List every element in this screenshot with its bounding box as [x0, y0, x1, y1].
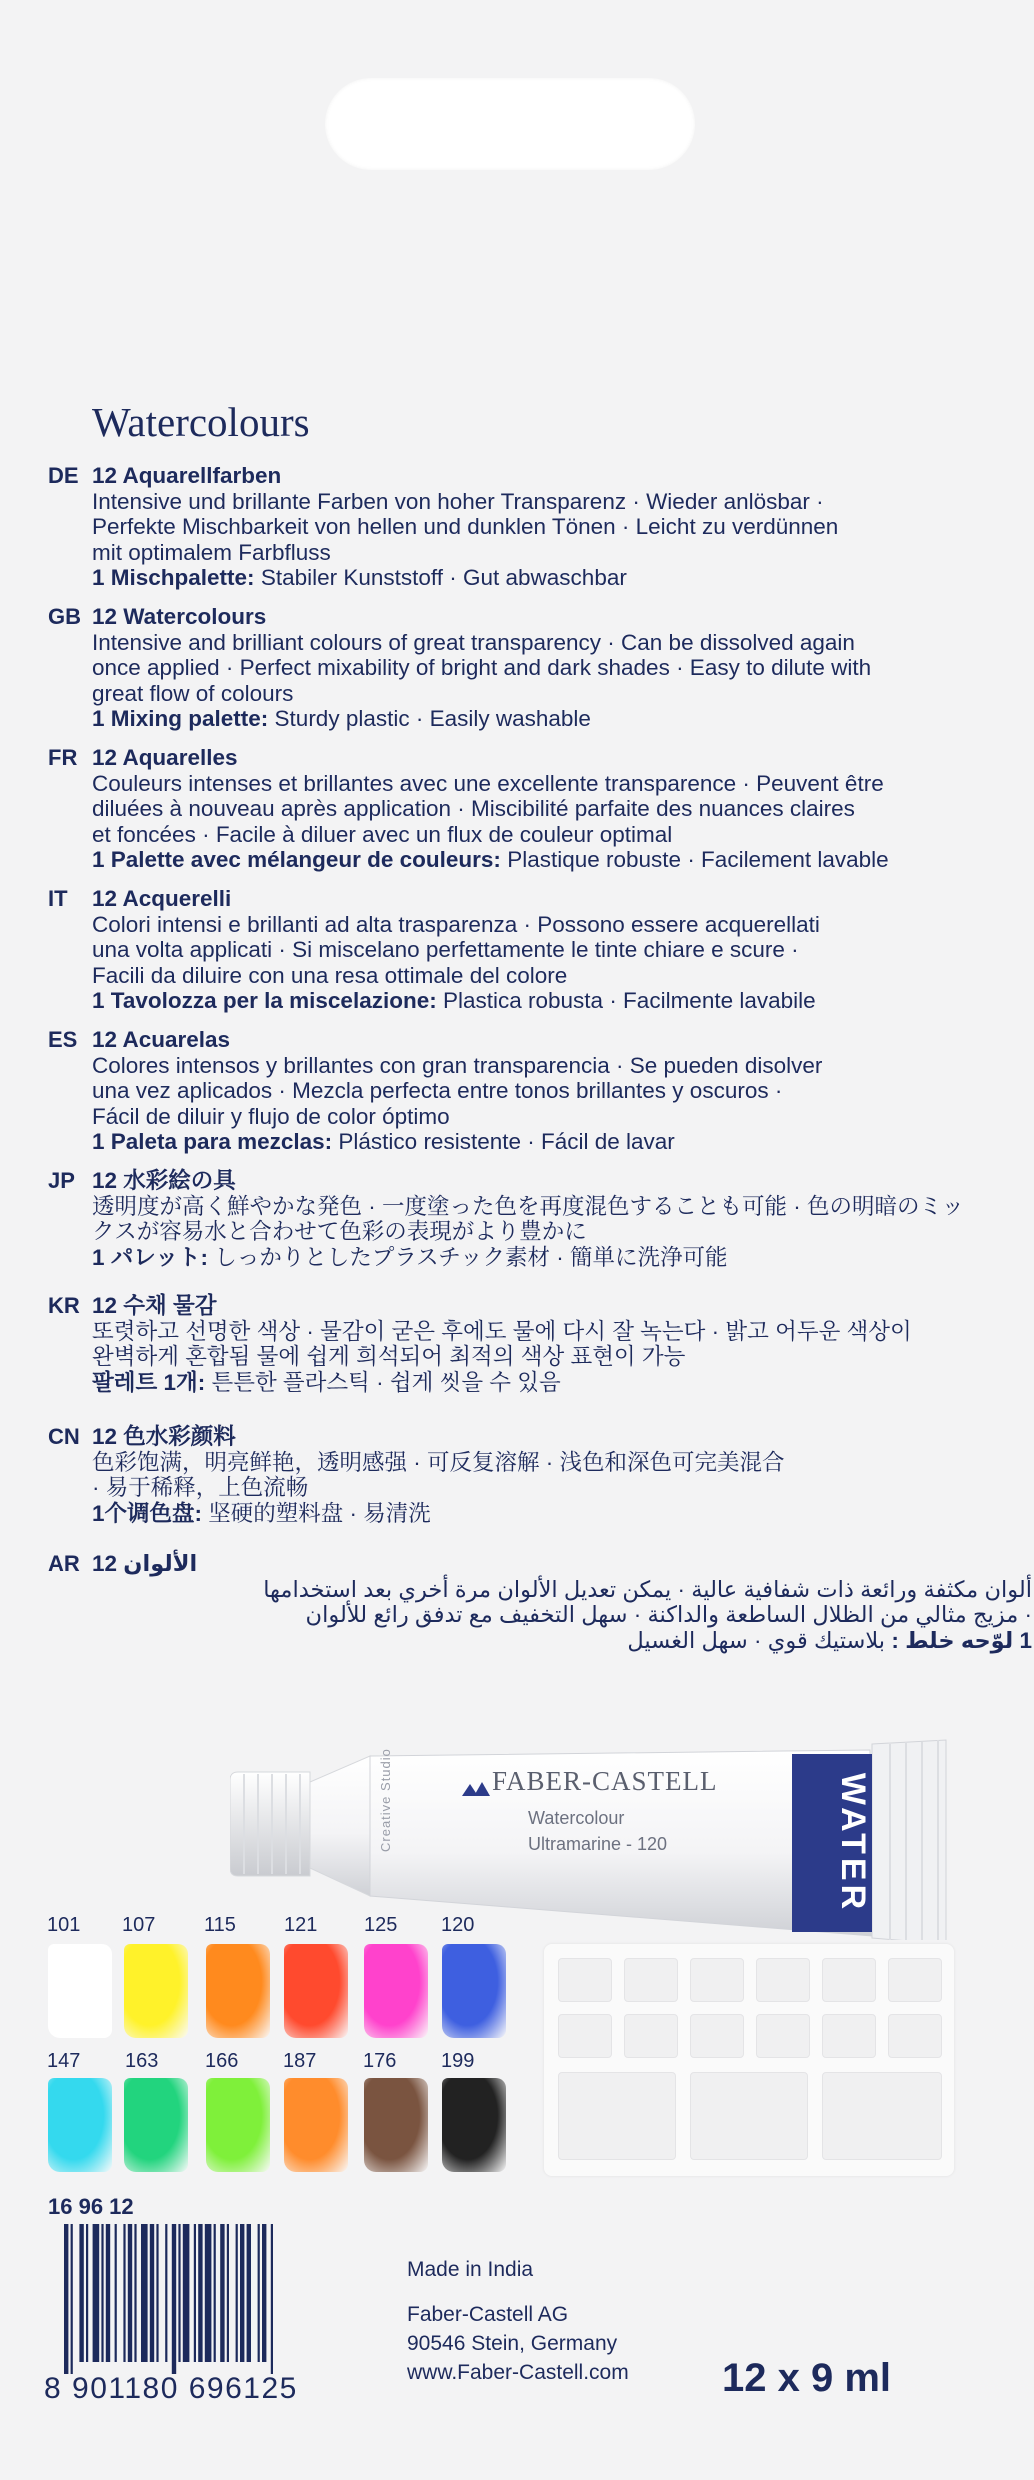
lang-code: ES [48, 1027, 78, 1052]
lang-desc-line: · مزيج مثالي من الظلال الساطعة والداكنة · سهل التخفيف مع تدفق رائع للألوان [305, 1602, 1032, 1627]
tube-product-name: Watercolour [528, 1808, 625, 1828]
palette-text: 坚硬的塑料盘 · 易清洗 [208, 1500, 431, 1526]
color-swatch [48, 1944, 112, 2038]
lang-desc-line: et foncées · Facile à diluer avec un flux de couleur optimal [92, 821, 673, 847]
lang-block-es [48, 1027, 1008, 1155]
palette-well [888, 2014, 942, 2058]
lang-block-de [48, 463, 1008, 591]
lang-heading: 12 الألوان [92, 1551, 198, 1576]
lang-code: DE [48, 463, 79, 488]
lang-heading: 12 Aquarelles [92, 745, 238, 770]
lang-block-jp [48, 1168, 1008, 1270]
palette-text: 튼튼한 플라스틱 · 쉽게 씻을 수 있음 [211, 1369, 561, 1395]
lang-desc-line: クスが容易水と合わせて色彩の表現がより豊かに [92, 1219, 587, 1244]
palette-label: 1 Tavolozza per la miscelazione: [92, 988, 437, 1013]
palette-mixing-area [690, 2072, 808, 2160]
lang-block-gb [48, 604, 1008, 732]
company-website: www.Faber-Castell.com [407, 2361, 629, 2384]
color-swatch [364, 2078, 428, 2172]
lang-desc-line: Perfekte Mischbarkeit von hellen und dunklen Tönen · Leicht zu verdünnen [92, 514, 839, 539]
swatch-number: 166 [205, 2050, 239, 2072]
palette-label: 1 パレット: [92, 1244, 209, 1270]
paint-tube-illustration [230, 1700, 950, 1914]
lang-desc-line: Fácil de diluir y flujo de color óptimo [92, 1103, 450, 1129]
barcode-number: 8 901180 696125 [44, 2372, 298, 2405]
tube-side-text: Creative Studio [378, 1748, 393, 1852]
lang-desc-line: 透明度が高く鮮やかな発色 · 一度塗った色を再度混色することも可能 · 色の明暗のミッ [92, 1193, 965, 1219]
swatch-number: 115 [204, 1914, 236, 1936]
lang-code: AR [48, 1551, 80, 1576]
lang-code: FR [48, 745, 78, 770]
color-swatch [124, 1944, 188, 2038]
palette-label: 1 Paleta para mezclas: [92, 1129, 333, 1154]
color-swatch [124, 2078, 188, 2172]
mixing-palette-illustration [544, 1944, 954, 2176]
tube-color-name: Ultramarine - 120 [528, 1834, 668, 1854]
hang-hole [325, 78, 695, 170]
palette-well [822, 2014, 876, 2058]
swatch-number: 101 [47, 1914, 81, 1936]
color-swatch [442, 2078, 506, 2172]
palette-well [888, 1958, 942, 2002]
tube-band-text: WATER [834, 1772, 872, 1914]
lang-desc-line: Intensive und brillante Farben von hoher Transparenz · Wieder anlösbar · [92, 488, 824, 514]
palette-text: Stabiler Kunststoff · Gut abwaschbar [260, 565, 627, 590]
lang-desc-line: mit optimalem Farbfluss [92, 539, 331, 565]
swatch-number: 187 [283, 2050, 317, 2072]
palette-well [756, 2014, 810, 2058]
lang-desc-line: once applied · Perfect mixability of bright and dark shades · Easy to dilute with [92, 655, 872, 680]
swatch-number: 107 [122, 1914, 156, 1936]
lang-desc-line: ألوان مكثفة ورائعة ذات شفافية عالية · يمكن تعديل الألوان مرة أخري بعد استخدامها [263, 1576, 1032, 1602]
lang-code: GB [48, 604, 81, 629]
color-swatch [442, 1944, 506, 2038]
palette-text: Sturdy plastic · Easily washable [274, 706, 591, 731]
swatch-number: 163 [125, 2050, 159, 2072]
lang-heading: 12 Acuarelas [92, 1027, 231, 1052]
color-swatch [206, 2078, 270, 2172]
palette-text: Plastique robuste · Facilement lavable [507, 847, 889, 872]
lang-desc-line: 또렷하고 선명한 색상 · 물감이 굳은 후에도 물에 다시 잘 녹는다 · 밝고 어두운 색상이 [92, 1318, 912, 1344]
lang-heading: 12 色水彩颜料 [92, 1424, 236, 1449]
swatch-number: 121 [284, 1914, 318, 1936]
lang-desc-line: Intensive and brilliant colours of great transparency · Can be dissolved again [92, 629, 855, 655]
lang-heading: 12 Acquerelli [92, 886, 232, 911]
swatch-number: 125 [364, 1914, 398, 1936]
lang-desc-line: · 易于稀释，上色流畅 [92, 1475, 309, 1500]
lang-block-ar [48, 1551, 1032, 1653]
lang-code: IT [48, 886, 68, 911]
lang-code: KR [48, 1293, 80, 1318]
lang-desc-line: great flow of colours [92, 680, 294, 706]
lang-desc-line: Couleurs intenses et brillantes avec une excellente transparence · Peuvent être [92, 770, 884, 796]
palette-text: しっかりとしたプラスチック素材 · 簡単に洗浄可能 [214, 1244, 728, 1270]
palette-well [624, 2014, 678, 2058]
lang-desc-line: 완벽하게 혼합됨 물에 쉽게 희석되어 최적의 색상 표현이 가능 [92, 1344, 686, 1369]
barcode-icon [60, 2224, 372, 2374]
lang-block-kr [48, 1293, 1008, 1395]
color-swatch [48, 2078, 112, 2172]
lang-heading: 12 Aquarellfarben [92, 463, 282, 488]
palette-well [690, 1958, 744, 2002]
palette-text: Plástico resistente · Fácil de lavar [338, 1129, 675, 1154]
color-swatch [364, 1944, 428, 2038]
swatch-number: 176 [363, 2050, 397, 2072]
palette-mixing-area [558, 2072, 676, 2160]
company-address [407, 2300, 629, 2387]
palette-mixing-area [822, 2072, 942, 2160]
color-swatch [284, 1944, 348, 2038]
palette-well [690, 2014, 744, 2058]
palette-label: 1 Palette avec mélangeur de couleurs: [92, 847, 501, 872]
company-city: 90546 Stein, Germany [407, 2332, 618, 2355]
lang-block-cn [48, 1424, 1008, 1526]
palette-label: 1个调色盘: [92, 1500, 203, 1526]
lang-desc-line: diluées à nouveau après application · Miscibilité parfaite des nuances claires [92, 796, 855, 821]
lang-desc-line: Facili da diluire con una resa ottimale del colore [92, 962, 568, 988]
lang-heading: 12 수채 물감 [92, 1293, 217, 1318]
volume-label: 12 x 9 ml [722, 2356, 892, 2400]
lang-desc-line: Colori intensi e brillanti ad alta trasparenza · Possono essere acquerellati [92, 911, 820, 937]
lang-desc-line: una vez aplicados · Mezcla perfecta entre tonos brillantes y oscuros · [92, 1078, 783, 1103]
article-number: 16 96 12 [48, 2194, 134, 2219]
lang-desc-line: Colores intensos y brillantes con gran transparencia · Se pueden disolver [92, 1052, 823, 1078]
lang-code: CN [48, 1424, 80, 1449]
tube-brand: FABER-CASTELL [492, 1766, 718, 1796]
lang-code: JP [48, 1168, 75, 1193]
swatch-number: 147 [47, 2050, 81, 2072]
made-in-text: Made in India [407, 2258, 534, 2281]
palette-well [822, 1958, 876, 2002]
palette-label: 1 لوّحه خلط : [891, 1627, 1032, 1653]
lang-block-it [48, 886, 1008, 1014]
swatch-number: 199 [441, 2050, 475, 2072]
product-title: Watercolours [92, 399, 310, 445]
palette-well [558, 1958, 612, 2002]
lang-heading: 12 水彩絵の具 [92, 1168, 236, 1193]
color-swatch [206, 1944, 270, 2038]
palette-well [624, 1958, 678, 2002]
color-swatch [284, 2078, 348, 2172]
lang-heading: 12 Watercolours [92, 604, 267, 629]
palette-well [756, 1958, 810, 2002]
palette-label: 팔레트 1개: [92, 1369, 206, 1395]
palette-well [558, 2014, 612, 2058]
palette-text: Plastica robusta · Facilmente lavabile [442, 988, 816, 1013]
palette-text: بلاستيك قوي · سهل الغسيل [627, 1627, 886, 1653]
swatch-number: 120 [441, 1914, 475, 1936]
palette-label: 1 Mixing palette: [92, 706, 269, 731]
palette-label: 1 Mischpalette: [92, 565, 255, 590]
lang-desc-line: una volta applicati · Si miscelano perfettamente le tinte chiare e scure · [92, 937, 799, 962]
lang-block-fr [48, 745, 1008, 873]
company-name: Faber-Castell AG [407, 2303, 569, 2326]
lang-desc-line: 色彩饱满，明亮鲜艳，透明感强 · 可反复溶解 · 浅色和深色可完美混合 [92, 1449, 785, 1475]
